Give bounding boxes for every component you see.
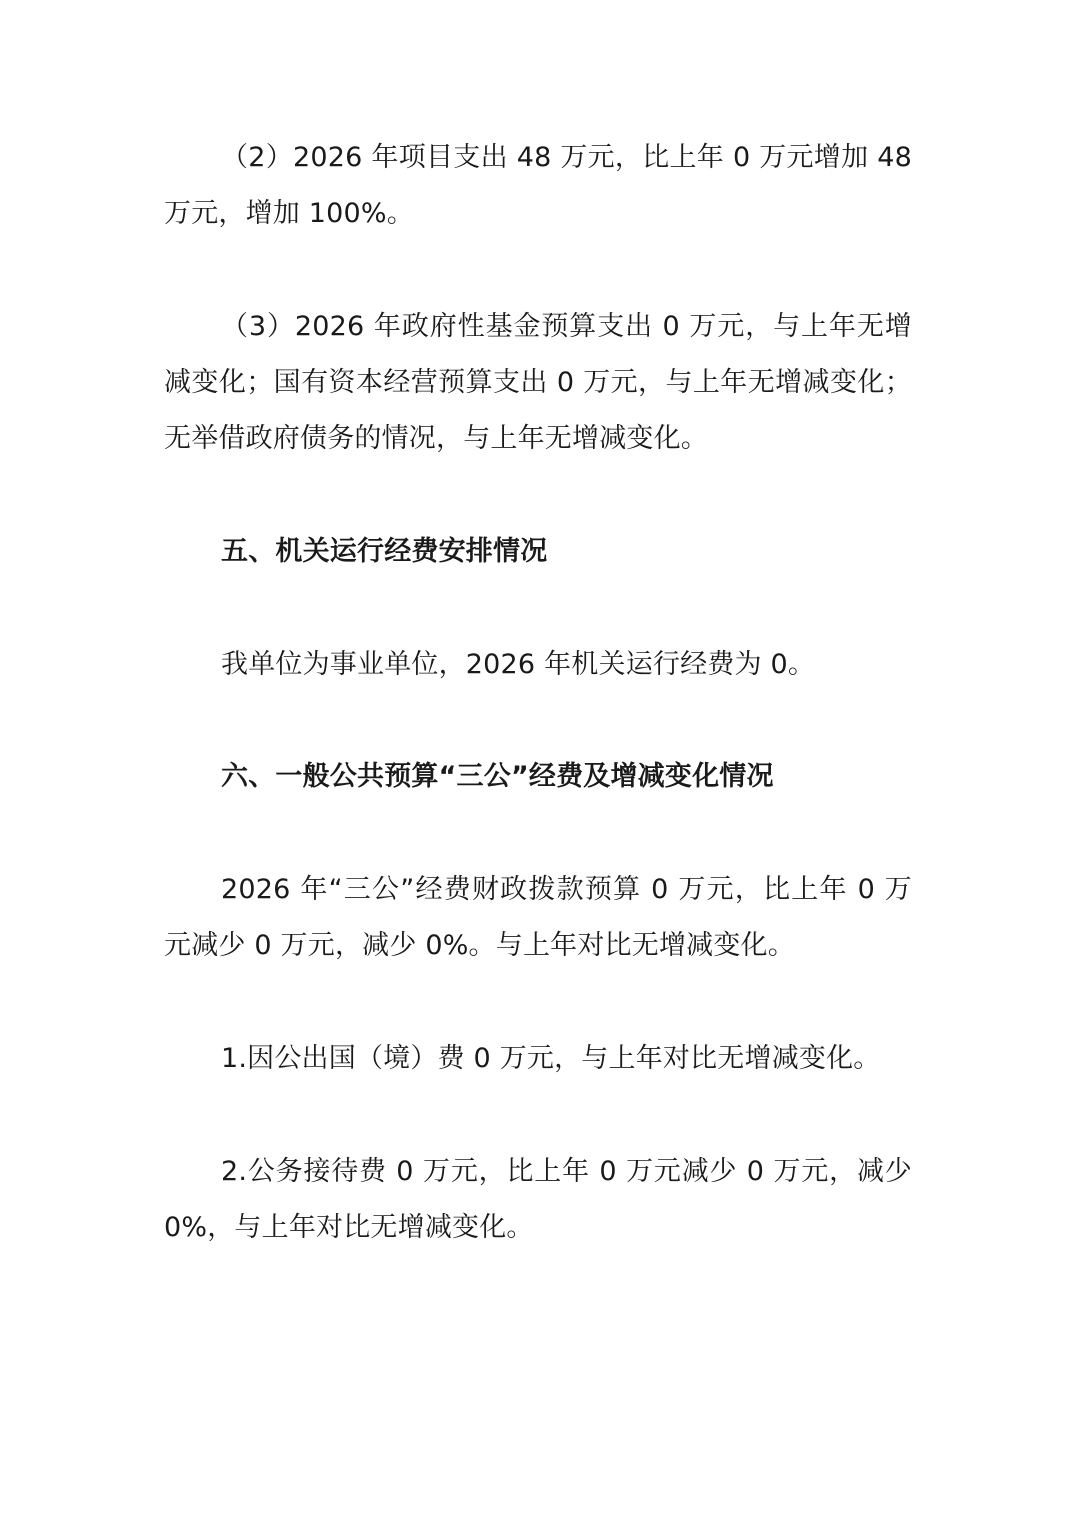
paragraph-operating-expenses: 我单位为事业单位，2026 年机关运行经费为 0。 <box>221 649 816 680</box>
paragraph-three-public-expenses: 2026 年“三公”经费财政拨款预算 0 万元，比上年 0 万元减少 0 万元，减少 0%。与上年对比无增减变化。 <box>164 874 912 961</box>
section-heading-five: 五、机关运行经费安排情况 <box>221 536 548 567</box>
paragraph-fund-budget: （3）2026 年政府性基金预算支出 0 万元，与上年无增减变化；国有资本经营预算支出 0 万元，与上年无增减变化；无举借政府债务的情况，与上年无增减变化。 <box>164 311 912 454</box>
paragraph-overseas-travel: 1.因公出国（境）费 0 万元，与上年对比无增减变化。 <box>221 1043 881 1074</box>
section-heading-six: 六、一般公共预算“三公”经费及增减变化情况 <box>221 761 774 792</box>
paragraph-reception-fees: 2.公务接待费 0 万元，比上年 0 万元减少 0 万元，减少 0%，与上年对比无增减变化。 <box>164 1156 912 1243</box>
paragraph-project-expenditure: （2）2026 年项目支出 48 万元，比上年 0 万元增加 48 万元，增加 100%。 <box>164 142 912 229</box>
